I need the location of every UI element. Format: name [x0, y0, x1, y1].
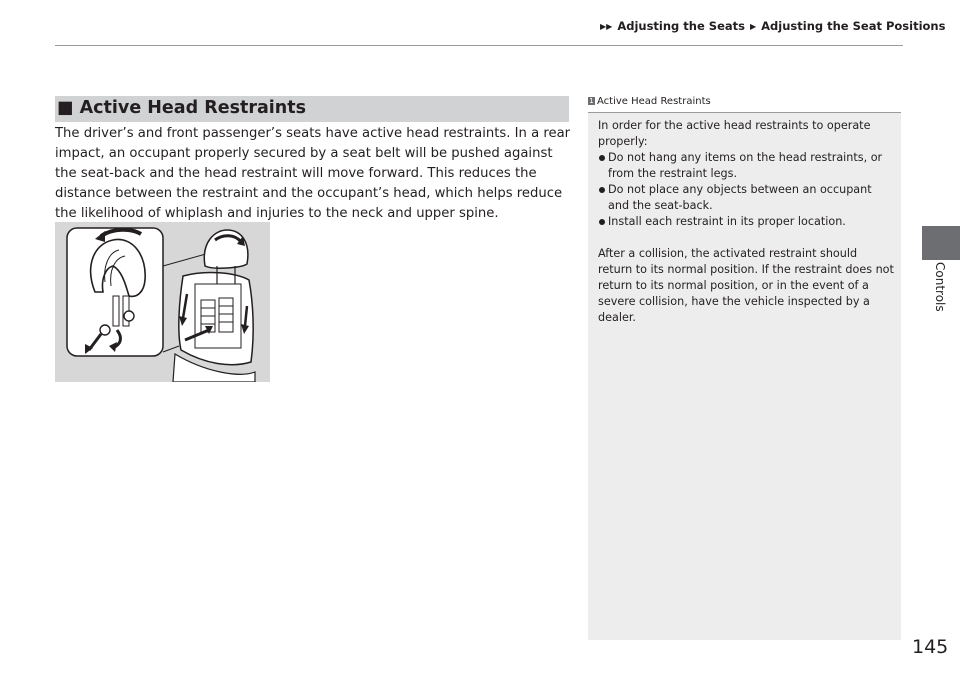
chapter-label — [922, 262, 960, 322]
chapter-label-text: Controls — [933, 262, 947, 312]
chapter-tab[interactable] — [922, 226, 960, 260]
notes-bullet-list — [598, 150, 894, 230]
list-item: Do not place any objects between an occupant and the seat-back. — [598, 182, 894, 214]
header-divider — [55, 45, 903, 46]
notes-intro: In order for the active head restraints to operate properly: — [598, 119, 871, 148]
notes-heading — [588, 96, 901, 112]
double-arrow-icon: ▶▶ — [600, 22, 613, 31]
arrow-icon: ▶ — [749, 22, 757, 31]
reference-marker-icon: 1 — [589, 97, 594, 105]
seat-diagram-icon — [55, 222, 270, 382]
section-title-text: Active Head Restraints — [79, 98, 307, 118]
spacer — [598, 230, 894, 246]
notes-after-collision: After a collision, the activated restraint should return to its normal position. If the restraint does not return to its normal position, or in the event of a severe collision, have the vehicle inspected by a dealer. — [598, 247, 894, 324]
page-number: 145 — [912, 636, 949, 658]
notes-heading-text[interactable]: Active Head Restraints — [597, 96, 711, 107]
breadcrumb — [599, 19, 945, 33]
breadcrumb-item-seat-positions[interactable]: Adjusting the Seat Positions — [761, 19, 946, 33]
breadcrumb-item-seats[interactable]: Adjusting the Seats — [617, 19, 745, 33]
notes-divider — [588, 112, 901, 113]
body-paragraph: The driver’s and front passenger’s seats have active head restraints. In a rear impact, an occupant properly secured by a seat belt will be pushed against the seat-back and the head restraint will move forward. This reduces the distance between the restraint and the occupant’s head, which helps reduce the likelihood of whiplash and injuries to the neck and upper spine. — [55, 126, 571, 221]
list-item: Install each restraint in its proper location. — [598, 214, 894, 230]
notes-panel — [588, 96, 901, 640]
notes-body — [598, 118, 894, 326]
section-title — [57, 98, 306, 118]
head-restraint-illustration — [55, 222, 270, 382]
list-item: Do not hang any items on the head restraints, or from the restraint legs. — [598, 150, 894, 182]
square-bullet-icon: ■ — [57, 98, 74, 118]
